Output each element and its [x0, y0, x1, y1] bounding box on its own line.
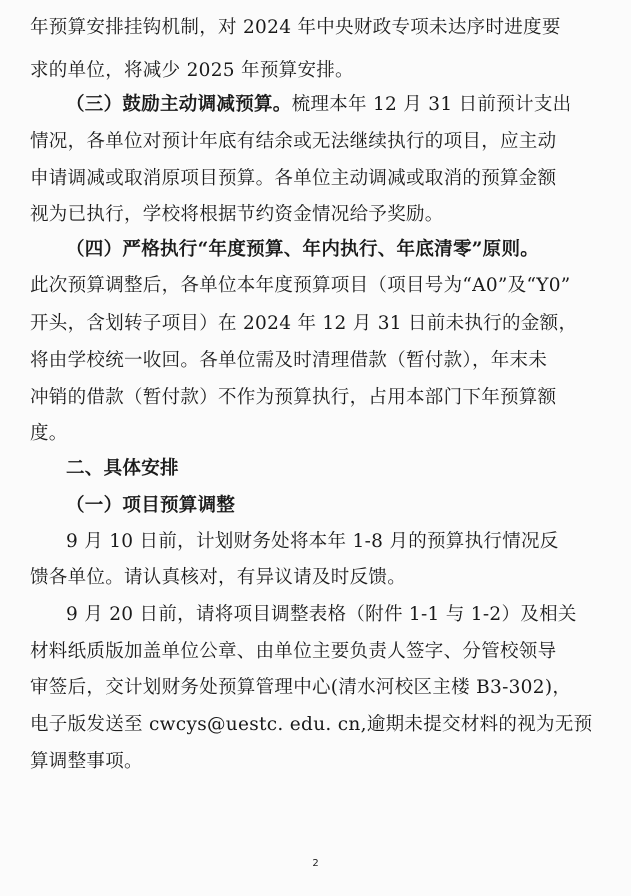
section-four-heading: （四）严格执行“年度预算、年内执行、年底清零”原则。 — [66, 239, 540, 260]
paragraph-line: 度。 — [30, 423, 68, 444]
paragraph-text: 梳理本年 12 月 31 日前预计支出 — [291, 94, 572, 115]
paragraph-line: 审签后，交计划财务处预算管理中心(清水河校区主楼 B3-302)， — [30, 677, 572, 698]
paragraph-line: 电子版发送至 cwcys@uestc. edu. cn,逾期未提交材料的视为无预 — [30, 714, 593, 735]
subsection-one-heading: （一）项目预算调整 — [66, 495, 236, 516]
paragraph-line: 求的单位，将减少 2025 年预算安排。 — [30, 60, 354, 81]
paragraph-line: 年预算安排挂钩机制，对 2024 年中央财政专项未达序时进度要 — [30, 17, 561, 38]
page-number: 2 — [312, 858, 319, 869]
paragraph-line: 开头，含划转子项目）在 2024 年 12 月 31 日前未执行的金额， — [30, 313, 578, 334]
paragraph-line: 申请调减或取消原项目预算。各单位主动调减或取消的预算金额 — [30, 168, 557, 189]
paragraph-line: 将由学校统一收回。各单位需及时清理借款（暂付款），年末未 — [30, 350, 548, 371]
section-two-heading: 二、具体安排 — [66, 458, 179, 479]
paragraph-line: 冲销的借款（暂付款）不作为预算执行，占用本部门下年预算额 — [30, 387, 557, 408]
paragraph-line: 9 月 20 日前，请将项目调整表格（附件 1-1 与 1-2）及相关 — [66, 604, 577, 625]
paragraph-line: 馈各单位。请认真核对，有异议请及时反馈。 — [30, 567, 407, 588]
section-three-line — [66, 93, 571, 117]
paragraph-line: 视为已执行，学校将根据节约资金情况给予奖励。 — [30, 204, 444, 225]
paragraph-line: 材料纸质版加盖单位公章、由单位主要负责人签字、分管校领导 — [30, 641, 557, 662]
paragraph-line: 情况，各单位对预计年底有结余或无法继续执行的项目，应主动 — [30, 131, 557, 152]
paragraph-line: 此次预算调整后，各单位本年度预算项目（项目号为“A0”及“Y0” — [30, 275, 571, 296]
section-three-heading: （三）鼓励主动调减预算。 — [66, 94, 292, 115]
paragraph-line: 算调整事项。 — [30, 751, 143, 772]
paragraph-line: 9 月 10 日前，计划财务处将本年 1-8 月的预算执行情况反 — [66, 531, 559, 552]
